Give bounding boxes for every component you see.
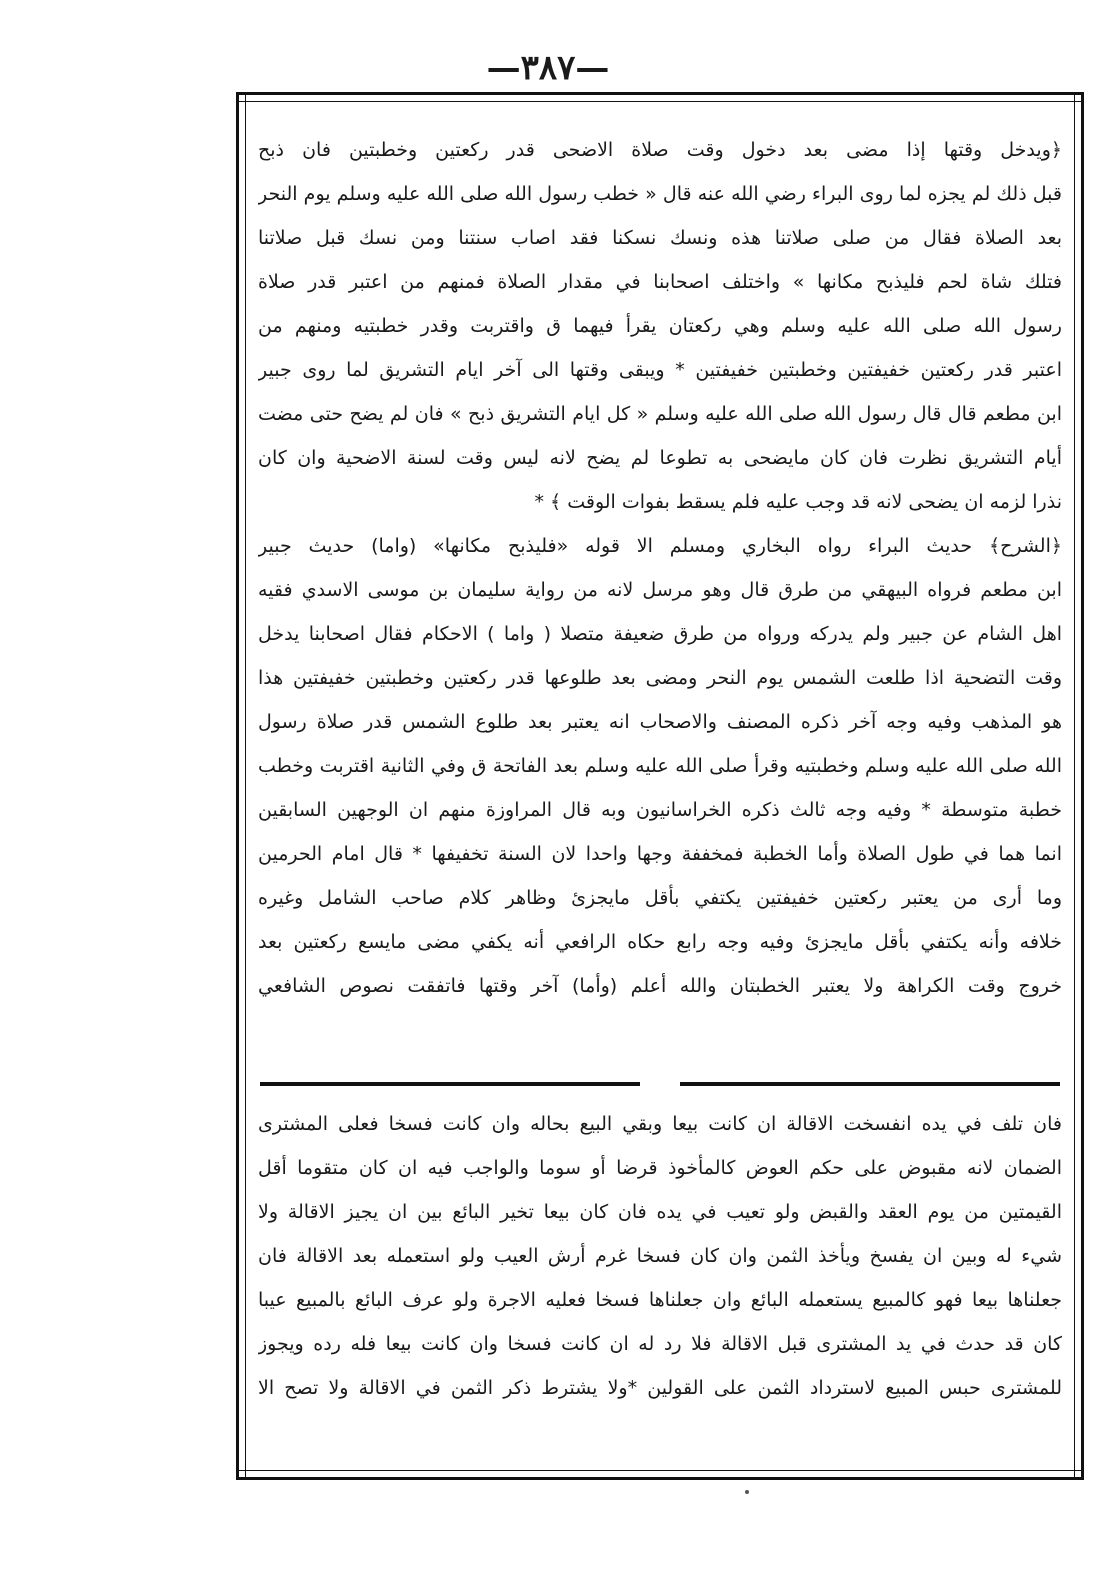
main-line: قبل ذلك لم يجزه لما روى البراء رضي الله عنه قال « خطب رسول الله صلى الله عليه وسلم يوم النحر (258, 183, 1062, 205)
divider-left-segment (260, 1082, 640, 1086)
footnote-line: الضمان لانه مقبوض على حكم العوض كالمأخوذ قرضا أو سوما والواجب فيه ان كان متقوما أقل (258, 1157, 1062, 1179)
paper-speck (745, 1490, 749, 1494)
frame-top-rule (236, 92, 1084, 102)
footnote-line: للمشترى حبس المبيع لاسترداد الثمن على القولين *ولا يشترط ذكر الثمن في الاقالة ولا تصح الا (258, 1377, 1062, 1399)
main-line: فتلك شاة لحم فليذبح مكانها » واختلف اصحابنا في مقدار الصلاة فمنهم من اعتبر قدر صلاة (258, 271, 1062, 293)
main-line: وما أرى من يعتبر ركعتين خفيفتين يكتفي بأقل مايجزئ وظاهر كلام صاحب الشامل وغيره (258, 887, 1062, 909)
main-line: ﴿الشرح﴾ حديث البراء رواه البخاري ومسلم الا قوله «فليذبح مكانها» (واما) حديث جبير (258, 535, 1062, 557)
main-line: اعتبر قدر ركعتين خفيفتين وخطبتين خفيفتين * ويبقى وقتها الى آخر ايام التشريق لما روى جبير (258, 359, 1062, 381)
main-text (258, 128, 1062, 1008)
main-line: انما هما في طول الصلاة وأما الخطبة فمخففة وجها واحدا لان السنة تخفيفها * قال امام الحرمين (258, 843, 1062, 865)
frame-right-rule (1074, 92, 1084, 1480)
main-line: هو المذهب وفيه وجه آخر ذكره المصنف والاصحاب انه يعتبر بعد طلوع الشمس قدر صلاة رسول (258, 711, 1062, 733)
divider-right-segment (680, 1082, 1060, 1086)
section-divider (260, 1082, 1060, 1090)
page-frame (236, 92, 1084, 1480)
footnote-line: شيء له وبين ان يفسخ ويأخذ الثمن وان كان فسخا غرم أرش العيب ولو استعمله بعد الاقالة فان (258, 1245, 1062, 1267)
main-line: ابن مطعم قال قال رسول الله صلى الله عليه وسلم « كل ايام التشريق ذبح » فان لم يضح حتى مضت (258, 403, 1062, 425)
page-number: —٣٨٧— (486, 48, 610, 88)
footnote-line: القيمتين من يوم العقد والقبض ولو تعيب في يده فان كان بيعا تخير البائع بين ان يجيز الاقالة ولا (258, 1201, 1062, 1223)
main-line: رسول الله صلى الله عليه وسلم وهي ركعتان يقرأ فيهما ق واقتربت وقدر خطبتيه ومنهم من (258, 315, 1062, 337)
footnote-text (258, 1102, 1062, 1410)
footnote-line: فان تلف في يده انفسخت الاقالة ان كانت بيعا وبقي البيع بحاله وان كانت فسخا فعلى المشترى (258, 1113, 1062, 1135)
main-line: نذرا لزمه ان يضحى لانه قد وجب عليه فلم يسقط بفوات الوقت ﴾ * (534, 491, 1062, 513)
main-line: ﴿ويدخل وقتها إذا مضى بعد دخول وقت صلاة الاضحى قدر ركعتين وخطبتين فان ذبح (258, 139, 1062, 161)
footnote-line: جعلناها بيعا فهو كالمبيع يستعمله البائع وان جعلناها فسخا فعليه الاجرة ولو عرف البائع بالمبيع عيبا (258, 1289, 1062, 1311)
main-line: خروج وقت الكراهة ولا يعتبر الخطبتان والله أعلم (وأما) آخر وقتها فاتفقت نصوص الشافعي (258, 975, 1062, 997)
main-line: الله صلى الله عليه وسلم وخطبتيه وقرأ صلى الله عليه وسلم بعد الفاتحة ق وفي الثانية اقتربت وخطب (258, 755, 1062, 777)
frame-bottom-rule (236, 1470, 1084, 1480)
main-line: أيام التشريق نظرت فان كان مايضحى به تطوعا لم يضح لانه ليس وقت لسنة الاضحية وان كان (258, 447, 1062, 469)
main-line: خطبة متوسطة * وفيه وجه ثالث ذكره الخراسانيون وبه قال المراوزة منهم ان الوجهين السابقين (258, 799, 1062, 821)
footnote-line: كان قد حدث في يد المشترى قبل الاقالة فلا رد له ان كانت فسخا وان كانت بيعا فله رده ويجوز (258, 1333, 1062, 1355)
main-line: بعد الصلاة فقال من صلى صلاتنا هذه ونسك نسكنا فقد اصاب سنتنا ومن نسك قبل صلاتنا (258, 227, 1062, 249)
main-line: وقت التضحية اذا طلعت الشمس يوم النحر ومضى بعد طلوعها قدر ركعتين وخطبتين خفيفتين هذا (258, 667, 1062, 689)
main-line: اهل الشام عن جبير ولم يدركه ورواه من طرق ضعيفة متصلا ( واما ) الاحكام فقال اصحابنا يدخل (258, 623, 1062, 645)
main-line: خلافه وأنه يكتفي بأقل مايجزئ وفيه وجه رابع حكاه الرافعي أنه يكفي مضى مايسع ركعتين بعد (258, 931, 1062, 953)
main-line: ابن مطعم فرواه البيهقي من طرق قال وهو مرسل لانه من رواية سليمان بن موسى الاسدي فقيه (258, 579, 1062, 601)
frame-left-rule (236, 92, 246, 1480)
